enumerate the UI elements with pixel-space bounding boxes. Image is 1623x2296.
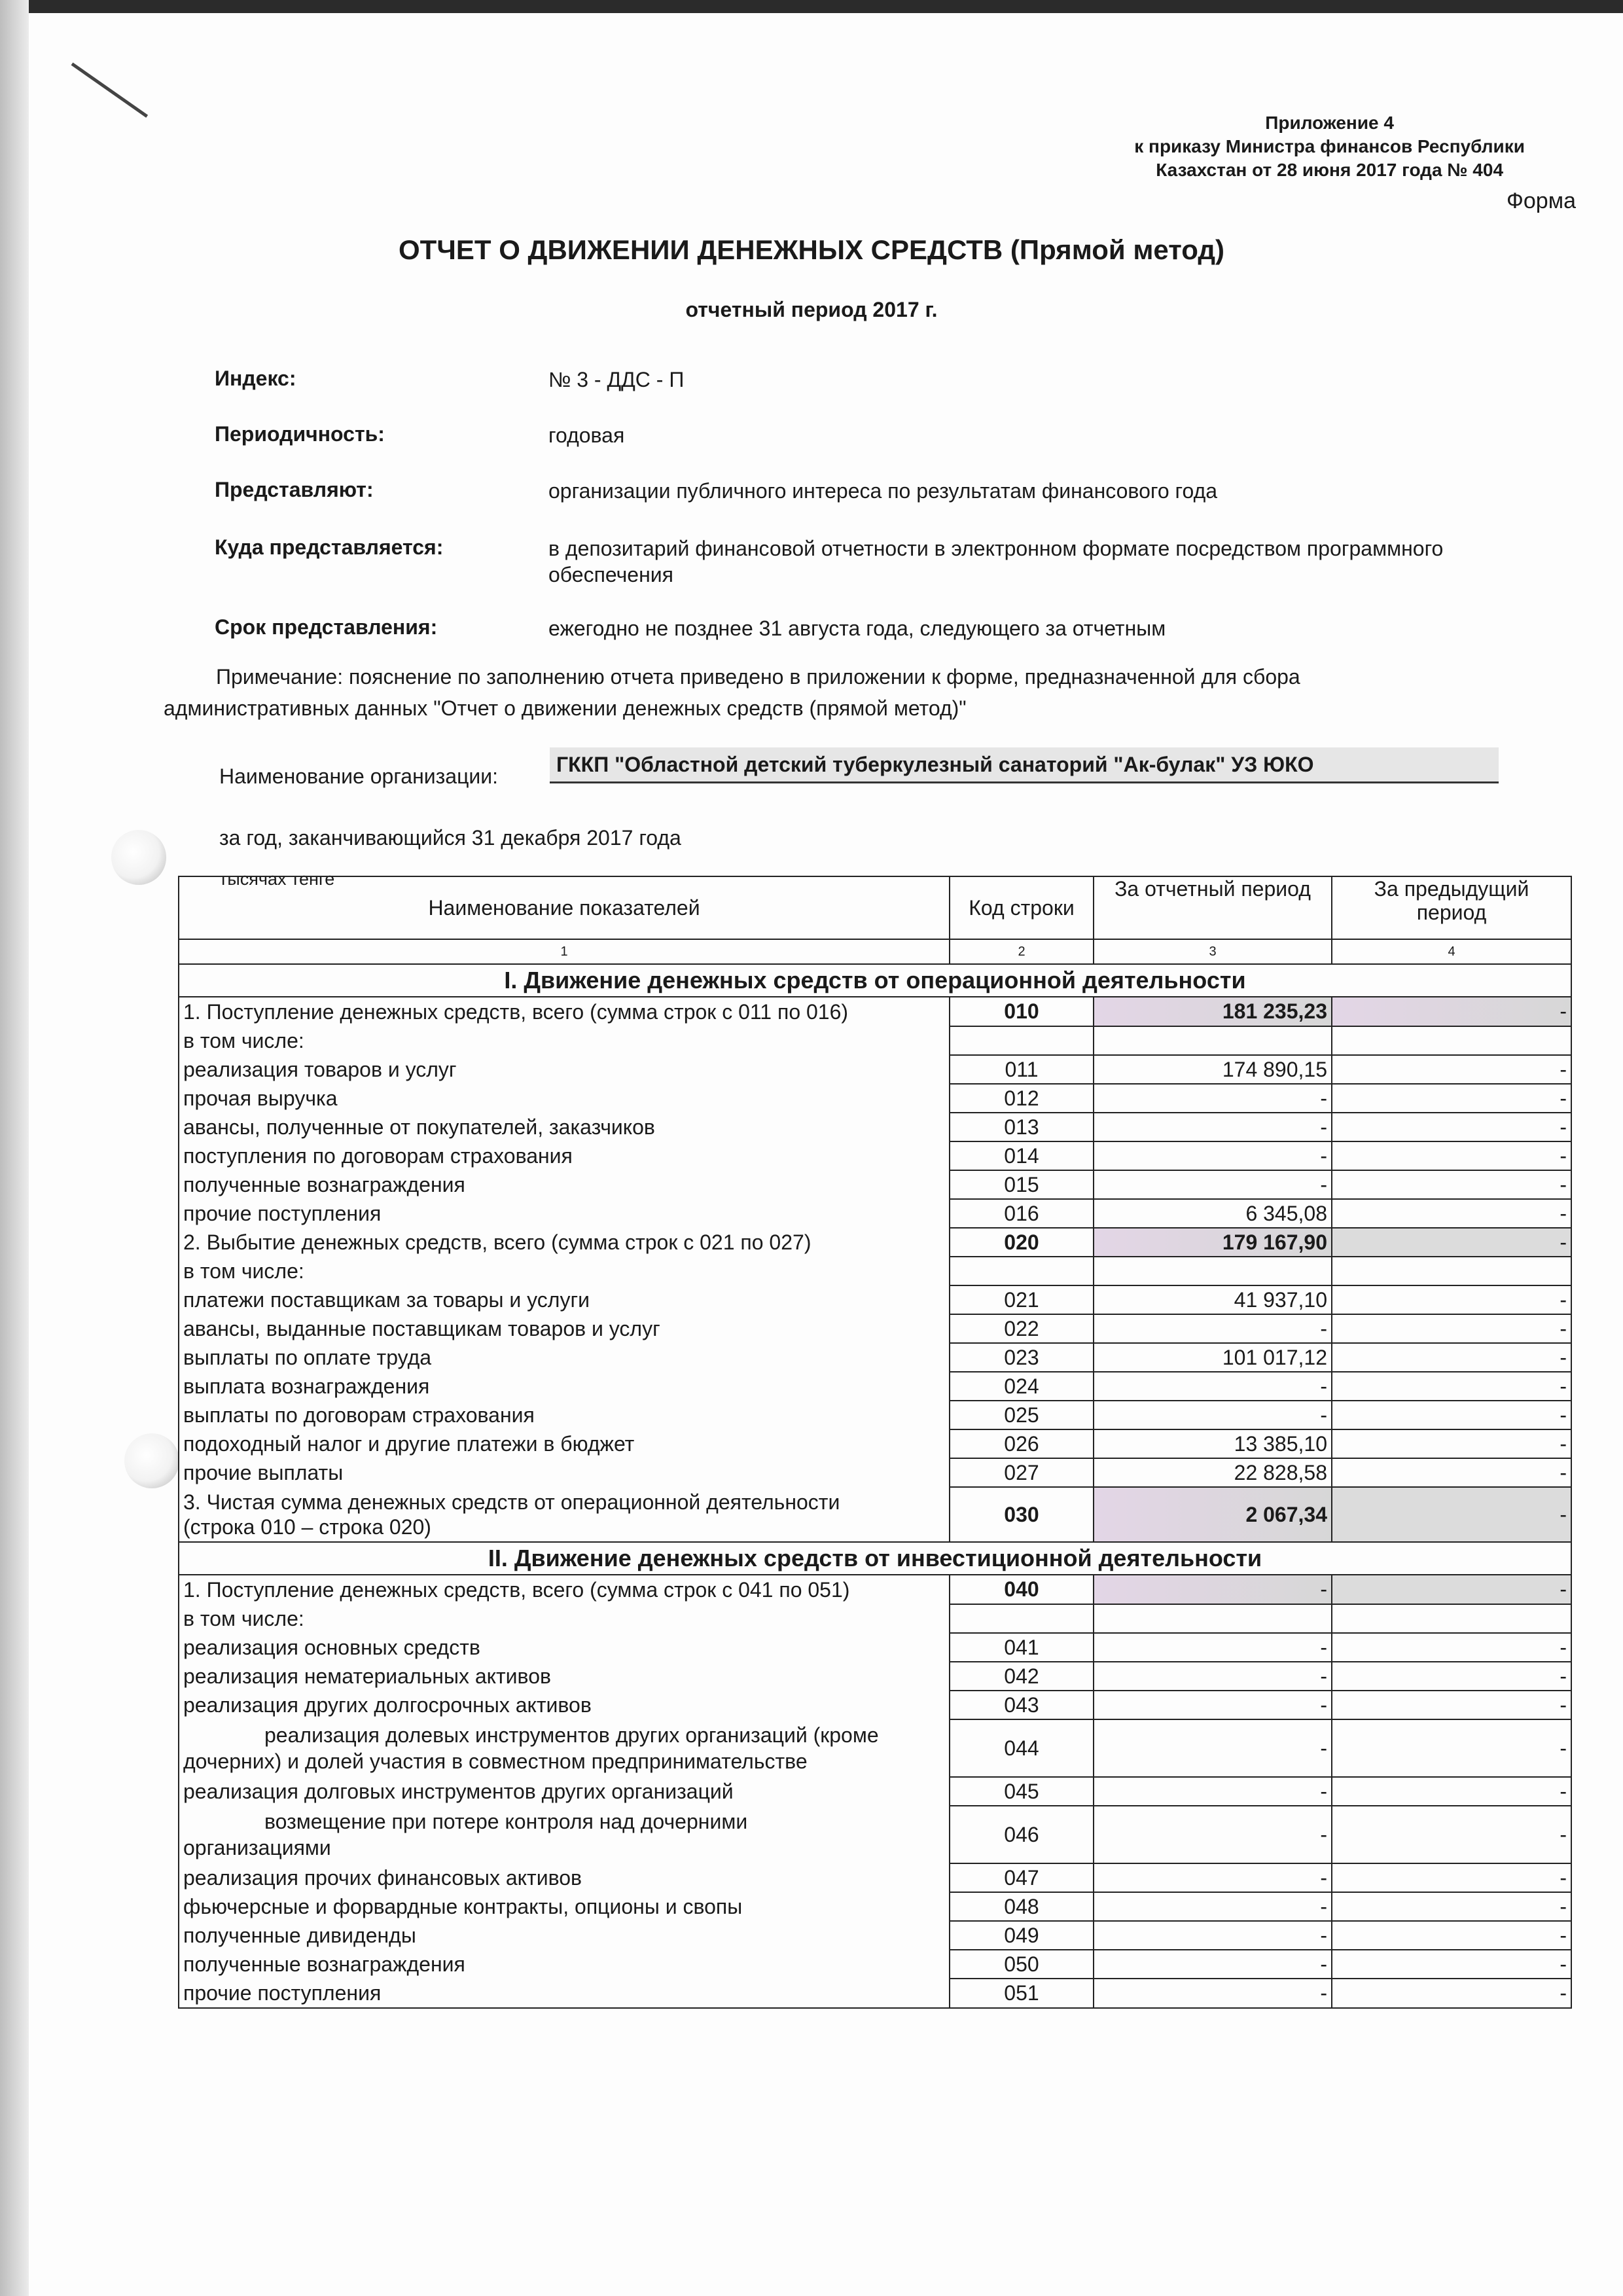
meta-value: организации публичного интереса по результатам финансового года xyxy=(548,479,1218,503)
organization xyxy=(219,753,1314,789)
row-code: 042 xyxy=(950,1662,1094,1691)
meta-value: в депозитарий финансовой отчетности в электронном формате посредством программного обеспечения xyxy=(548,537,1444,586)
table-row xyxy=(179,1170,1571,1199)
section-operating: I. Движение денежных средств от операционной деятельности xyxy=(179,964,1571,997)
note-line: Примечание: пояснение по заполнению отчета приведено в приложении к форме, предназначенной для сбора xyxy=(216,665,1300,689)
row-previous: - xyxy=(1332,1141,1571,1170)
row-code: 048 xyxy=(950,1892,1094,1921)
col-index: 3 xyxy=(1094,939,1332,964)
row-current: 22 828,58 xyxy=(1094,1458,1332,1487)
meta-key: Периодичность: xyxy=(215,422,385,446)
row-current: - xyxy=(1094,1662,1332,1691)
row-previous: - xyxy=(1332,1113,1571,1141)
row-current: - xyxy=(1094,1979,1332,2008)
scan-left-edge xyxy=(0,0,29,2296)
row-code: 024 xyxy=(950,1372,1094,1401)
row-code: 045 xyxy=(950,1777,1094,1806)
row-name: реализация долговых инструментов других организаций xyxy=(179,1777,950,1806)
row-previous: - xyxy=(1332,1777,1571,1806)
row-name-line: 3. Чистая сумма денежных средств от операционной деятельности xyxy=(183,1490,840,1514)
row-previous: - xyxy=(1332,1950,1571,1979)
row-code: 043 xyxy=(950,1691,1094,1719)
units-label: тысячах тенге xyxy=(219,869,335,889)
table-row xyxy=(179,1921,1571,1950)
row-name: 1. Поступление денежных средств, всего (сумма строк с 041 по 051) xyxy=(179,1575,950,1604)
row-code: 023 xyxy=(950,1343,1094,1372)
row-current: - xyxy=(1094,1170,1332,1199)
row-name xyxy=(179,1487,950,1542)
row-previous: - xyxy=(1332,1199,1571,1228)
punch-hole xyxy=(111,830,166,885)
row-current: - xyxy=(1094,1084,1332,1113)
meta-value: ежегодно не позднее 31 августа года, следующего за отчетным xyxy=(548,617,1166,640)
meta-value: годовая xyxy=(548,423,625,447)
meta-value: № 3 - ДДС - П xyxy=(548,368,685,391)
row-code: 046 xyxy=(950,1806,1094,1863)
row-name: прочие поступления xyxy=(179,1979,950,2008)
table-row xyxy=(179,1026,1571,1055)
table-row xyxy=(179,1458,1571,1487)
appendix-line: к приказу Министра финансов Республики xyxy=(1134,136,1525,156)
row-code: 041 xyxy=(950,1633,1094,1662)
row-current: 101 017,12 xyxy=(1094,1343,1332,1372)
row-previous: - xyxy=(1332,1084,1571,1113)
col-index: 1 xyxy=(179,939,950,964)
row-name: в том числе: xyxy=(179,1257,950,1285)
row-name: реализация нематериальных активов xyxy=(179,1662,950,1691)
row-code: 021 xyxy=(950,1285,1094,1314)
header-indicator: Наименование показателей xyxy=(179,876,950,939)
table-row xyxy=(179,1372,1571,1401)
table-row xyxy=(179,997,1571,1026)
row-previous: - xyxy=(1332,1575,1571,1604)
table-row xyxy=(179,1199,1571,1228)
row-name: реализация других долгосрочных активов xyxy=(179,1691,950,1719)
row-code: 047 xyxy=(950,1863,1094,1892)
table-row xyxy=(179,1806,1571,1863)
row-code: 044 xyxy=(950,1719,1094,1777)
row-name: прочие выплаты xyxy=(179,1458,950,1487)
table-row xyxy=(179,1055,1571,1084)
table-row xyxy=(179,1950,1571,1979)
row-current: 179 167,90 xyxy=(1094,1228,1332,1257)
row-name: полученные вознаграждения xyxy=(179,1170,950,1199)
punch-hole xyxy=(124,1433,179,1488)
header-code: Код строки xyxy=(950,876,1094,939)
row-code: 015 xyxy=(950,1170,1094,1199)
table-row xyxy=(179,1863,1571,1892)
row-previous: - xyxy=(1332,1892,1571,1921)
row-current: - xyxy=(1094,1372,1332,1401)
table-row xyxy=(179,1604,1571,1633)
table-row xyxy=(179,1314,1571,1343)
row-current: 41 937,10 xyxy=(1094,1285,1332,1314)
row-code: 051 xyxy=(950,1979,1094,2008)
row-code: 020 xyxy=(950,1228,1094,1257)
note xyxy=(164,661,1472,724)
row-current: - xyxy=(1094,1691,1332,1719)
row-code: 011 xyxy=(950,1055,1094,1084)
row-name: реализация основных средств xyxy=(179,1633,950,1662)
table-row xyxy=(179,1429,1571,1458)
row-previous: - xyxy=(1332,1372,1571,1401)
pen-mark xyxy=(71,62,149,117)
row-current: - xyxy=(1094,1141,1332,1170)
row-current: 174 890,15 xyxy=(1094,1055,1332,1084)
row-code: 049 xyxy=(950,1921,1094,1950)
table-row xyxy=(179,1285,1571,1314)
row-previous: - xyxy=(1332,1979,1571,2008)
table-row xyxy=(179,1662,1571,1691)
table-row xyxy=(179,1777,1571,1806)
row-name: авансы, выданные поставщикам товаров и услуг xyxy=(179,1314,950,1343)
row-current: - xyxy=(1094,1314,1332,1343)
col-index: 2 xyxy=(950,939,1094,964)
row-name: 2. Выбытие денежных средств, всего (сумма строк с 021 по 027) xyxy=(179,1228,950,1257)
row-name: реализация товаров и услуг xyxy=(179,1055,950,1084)
table-row xyxy=(179,1633,1571,1662)
report-title: ОТЧЕТ О ДВИЖЕНИИ ДЕНЕЖНЫХ СРЕДСТВ (Прямой метод) xyxy=(399,234,1224,265)
row-current: - xyxy=(1094,1806,1332,1863)
row-name-line: дочерних) и долей участия в совместном предпринимательстве xyxy=(183,1749,808,1773)
row-current: - xyxy=(1094,1777,1332,1806)
table-row xyxy=(179,1141,1571,1170)
row-previous: - xyxy=(1332,997,1571,1026)
row-name: полученные дивиденды xyxy=(179,1921,950,1950)
table-row xyxy=(179,1401,1571,1429)
row-name: прочая выручка xyxy=(179,1084,950,1113)
row-current: - xyxy=(1094,1633,1332,1662)
cash-flow-table xyxy=(178,876,1572,2009)
row-previous: - xyxy=(1332,1633,1571,1662)
table-row xyxy=(179,1113,1571,1141)
row-current: - xyxy=(1094,1921,1332,1950)
meta-key: Представляют: xyxy=(215,478,374,501)
meta-key: Срок представления: xyxy=(215,615,438,639)
row-previous: - xyxy=(1332,1401,1571,1429)
row-previous: - xyxy=(1332,1343,1571,1372)
row-previous: - xyxy=(1332,1055,1571,1084)
row-previous: - xyxy=(1332,1806,1571,1863)
row-current: 181 235,23 xyxy=(1094,997,1332,1026)
table-row xyxy=(179,1487,1571,1542)
row-code: 040 xyxy=(950,1575,1094,1604)
row-code: 026 xyxy=(950,1429,1094,1458)
row-code: 030 xyxy=(950,1487,1094,1542)
scan-top-edge xyxy=(0,0,1623,13)
row-current: - xyxy=(1094,1719,1332,1777)
row-code: 025 xyxy=(950,1401,1094,1429)
table-row xyxy=(179,1084,1571,1113)
row-name: платежи поставщикам за товары и услуги xyxy=(179,1285,950,1314)
header-previous-period: За предыдущий период xyxy=(1332,876,1571,939)
row-name: в том числе: xyxy=(179,1026,950,1055)
row-code: 010 xyxy=(950,997,1094,1026)
row-previous: - xyxy=(1332,1285,1571,1314)
table-row xyxy=(179,1343,1571,1372)
row-current: - xyxy=(1094,1863,1332,1892)
form-label: Форма xyxy=(1507,188,1576,213)
row-name: выплаты по оплате труда xyxy=(179,1343,950,1372)
row-code: 013 xyxy=(950,1113,1094,1141)
row-previous: - xyxy=(1332,1458,1571,1487)
year-end-line: за год, заканчивающийся 31 декабря 2017 года xyxy=(219,826,681,850)
row-previous: - xyxy=(1332,1429,1571,1458)
row-previous: - xyxy=(1332,1921,1571,1950)
row-name: фьючерсные и форвардные контракты, опционы и свопы xyxy=(179,1892,950,1921)
row-name: поступления по договорам страхования xyxy=(179,1141,950,1170)
row-current: - xyxy=(1094,1113,1332,1141)
appendix-line: Приложение 4 xyxy=(1265,113,1394,133)
table-row xyxy=(179,1979,1571,2008)
row-current: 2 067,34 xyxy=(1094,1487,1332,1542)
row-name: реализация прочих финансовых активов xyxy=(179,1863,950,1892)
appendix-line: Казахстан от 28 июня 2017 года № 404 xyxy=(1156,160,1504,180)
row-code: 050 xyxy=(950,1950,1094,1979)
row-name-line: возмещение при потере контроля над дочерними xyxy=(264,1810,748,1833)
row-current: 6 345,08 xyxy=(1094,1199,1332,1228)
row-name: подоходный налог и другие платежи в бюджет xyxy=(179,1429,950,1458)
row-name: прочие поступления xyxy=(179,1199,950,1228)
table-row xyxy=(179,1228,1571,1257)
row-name-line: организациями xyxy=(183,1836,331,1859)
row-name-line: (строка 010 – строка 020) xyxy=(183,1515,431,1539)
row-code: 016 xyxy=(950,1199,1094,1228)
row-name: 1. Поступление денежных средств, всего (сумма строк с 011 по 016) xyxy=(179,997,950,1026)
row-name: авансы, полученные от покупателей, заказчиков xyxy=(179,1113,950,1141)
table-row xyxy=(179,1719,1571,1777)
appendix-reference xyxy=(1134,111,1525,182)
org-label: Наименование организации: xyxy=(219,764,499,788)
table-row xyxy=(179,1257,1571,1285)
reporting-period: отчетный период 2017 г. xyxy=(685,298,938,321)
row-name xyxy=(179,1719,950,1777)
row-code: 012 xyxy=(950,1084,1094,1113)
table-row xyxy=(179,1575,1571,1604)
row-current: - xyxy=(1094,1892,1332,1921)
row-previous: - xyxy=(1332,1314,1571,1343)
table-row xyxy=(179,1892,1571,1921)
row-name: выплата вознаграждения xyxy=(179,1372,950,1401)
row-previous: - xyxy=(1332,1863,1571,1892)
row-name: выплаты по договорам страхования xyxy=(179,1401,950,1429)
meta-key: Индекс: xyxy=(215,367,296,390)
row-previous: - xyxy=(1332,1719,1571,1777)
col-index: 4 xyxy=(1332,939,1571,964)
row-current: - xyxy=(1094,1401,1332,1429)
row-code: 027 xyxy=(950,1458,1094,1487)
row-code: 014 xyxy=(950,1141,1094,1170)
row-previous: - xyxy=(1332,1170,1571,1199)
row-previous: - xyxy=(1332,1487,1571,1542)
table-row xyxy=(179,1691,1571,1719)
row-name-line: реализация долевых инструментов других организаций (кроме xyxy=(264,1723,879,1747)
row-name: полученные вознаграждения xyxy=(179,1950,950,1979)
org-name-field: ГККП "Областной детский туберкулезный санаторий "Ак-булак" УЗ ЮКО xyxy=(550,747,1499,783)
row-previous: - xyxy=(1332,1662,1571,1691)
header-current-period: За отчетный период xyxy=(1094,876,1332,939)
row-name: в том числе: xyxy=(179,1604,950,1633)
row-current: - xyxy=(1094,1575,1332,1604)
section-investing: II. Движение денежных средств от инвестиционной деятельности xyxy=(179,1542,1571,1575)
note-line: административных данных "Отчет о движении денежных средств (прямой метод)" xyxy=(164,696,967,720)
row-current: 13 385,10 xyxy=(1094,1429,1332,1458)
row-current: - xyxy=(1094,1950,1332,1979)
row-previous: - xyxy=(1332,1228,1571,1257)
meta-key: Куда представляется: xyxy=(215,535,444,559)
row-previous: - xyxy=(1332,1691,1571,1719)
row-name xyxy=(179,1806,950,1863)
row-code: 022 xyxy=(950,1314,1094,1343)
